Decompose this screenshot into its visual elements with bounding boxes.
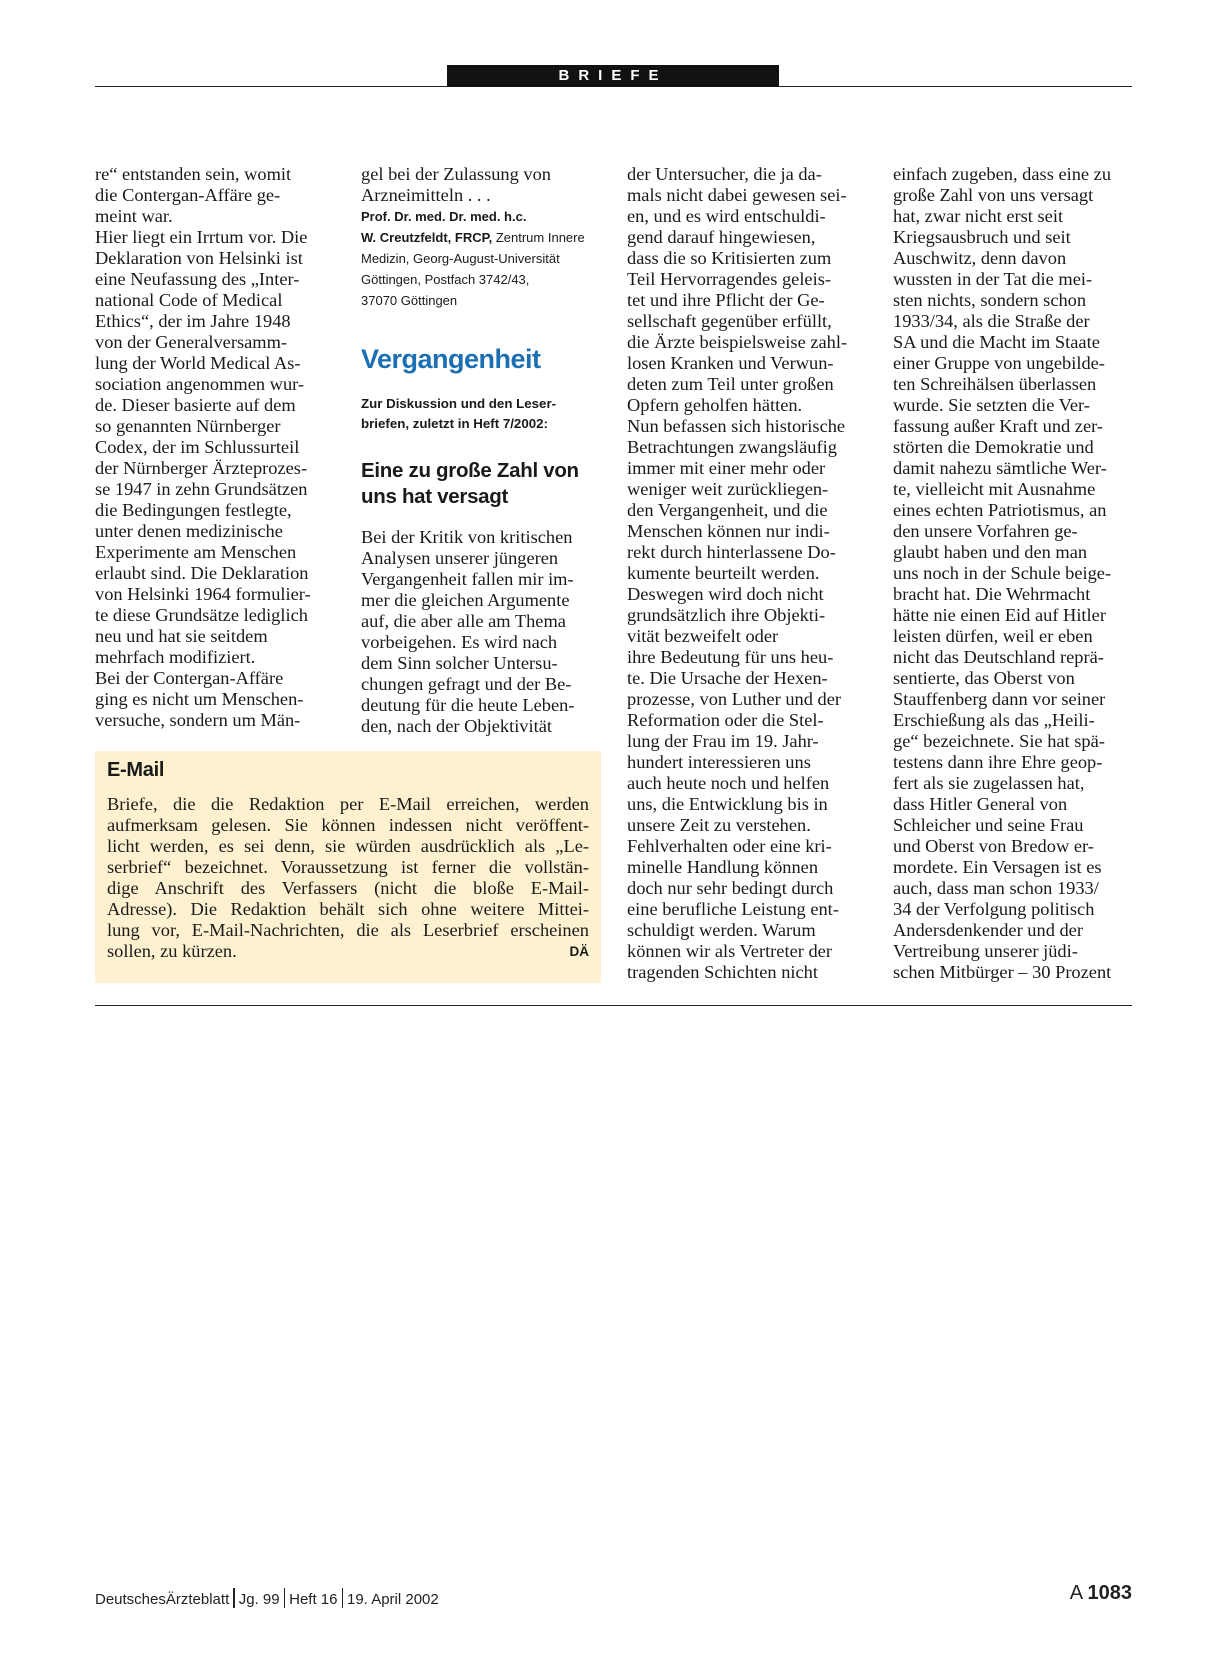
column-3 [627,164,872,983]
text-line: einfach zugeben, dass eine zu [893,164,1112,184]
text-line: glaubt haben und den man [893,542,1088,562]
text-line: Bei der Kritik von kritischen [361,527,573,547]
text-line: wurde. Sie setzten die Ver- [893,395,1090,415]
column-2 [361,164,606,737]
text-line: von Helsinki 1964 formulier- [95,584,311,604]
email-text-line: Briefe, die die Redaktion per E-Mail erreichen, werden [107,794,589,814]
text-line: dem Sinn solcher Untersu- [361,653,558,673]
text-line: Stauffenberg dann vor seiner [893,689,1106,709]
email-text-line: Adresse). Die Redaktion behält sich ohne weitere Mittei- [107,899,589,919]
text-line: Erschießung als das „Heili- [893,710,1095,730]
text-line: hätte nie einen Eid auf Hitler [893,605,1106,625]
text-line: uns noch in der Schule beige- [893,563,1112,583]
separator [342,1588,344,1608]
text-line: se 1947 in zehn Grundsätzen [95,479,308,499]
text-line: te. Die Ursache der Hexen- [627,668,828,688]
text-line: leisten dürfen, weil er eben [893,626,1093,646]
text-line: grundsätzlich ihre Objekti- [627,605,826,625]
text-line: Teil Hervorragendes geleis- [627,269,831,289]
letter-body [361,527,606,737]
text-line: hundert interessieren uns [627,752,811,772]
text-line: störten die Demokratie und [893,437,1094,457]
text-line: der Nürnberger Ärzteprozes- [95,458,308,478]
text-line: deutung für die heute Leben- [361,695,575,715]
text-line: Deklaration von Helsinki ist [95,248,303,268]
email-text-line: aufmerksam gelesen. Sie können indessen nicht veröffent- [107,815,589,835]
text-line: de. Dieser basierte auf dem [95,395,296,415]
signature-address: Göttingen, Postfach 3742/43, [361,272,530,287]
signature-postcode: 37070 Göttingen [361,293,458,308]
text-line: vität bezweifelt oder [627,626,779,646]
text-line: auch, dass man schon 1933/ [893,878,1099,898]
text-line: sten nichts, sondern schon [893,290,1087,310]
text-line: sentierte, das Oberst von [893,668,1075,688]
text-line: fert als sie zugelassen hat, [893,773,1085,793]
email-text-line: lung vor, E-Mail-Nachrichten, die als Leserbrief erscheinen [107,920,589,940]
text-line: Analysen unserer jüngeren [361,548,559,568]
journal-name: DeutschesÄrzteblatt [95,1591,230,1608]
text-line: mordete. Ein Versagen ist es [893,857,1102,877]
email-box-text [107,794,589,962]
text-line: prozesse, von Luther und der [627,689,841,709]
intro-line: Zur Diskussion und den Leser- [361,396,557,411]
text-line: Andersdenkender und der [893,920,1083,940]
text-line: Codex, der im Schlussurteil [95,437,300,457]
text-line: Experimente am Menschen [95,542,297,562]
text-line: eine Neufassung des „Inter- [95,269,300,289]
text-line: Ethics“, der im Jahre 1948 [95,311,291,331]
text-line: weniger weit zurückliegen- [627,479,829,499]
signature-affiliation: Medizin, Georg-August-Universität [361,251,560,266]
article-intro [361,394,606,434]
section-header: BRIEFE [447,65,779,87]
text-line: einer Gruppe von ungebilde- [893,353,1105,373]
email-text-line: sollen, zu kürzen. [107,941,237,961]
text-line: Menschen können nur indi- [627,521,830,541]
text-line: re“ entstanden sein, womit [95,164,292,184]
text-line: lung der World Medical As- [95,353,301,373]
text-line: en, und es wird entschuldi- [627,206,826,226]
text-line: ihre Bedeutung für uns heu- [627,647,834,667]
text-line: rekt durch hinterlassene Do- [627,542,836,562]
text-line: mals nicht dabei gewesen sei- [627,185,847,205]
text-line: chungen gefragt und der Be- [361,674,572,694]
text-line: neu und hat sie seitdem [95,626,268,646]
bottom-rule [95,1005,1132,1006]
text-line: hat, zwar nicht erst seit [893,206,1064,226]
text-line: können wir als Vertreter der [627,941,832,961]
text-line: unsere Zeit zu verstehen. [627,815,811,835]
text-line: Nun befassen sich historische [627,416,846,436]
separator [233,1588,235,1608]
column-4 [893,164,1138,983]
text-line: lung der Frau im 19. Jahr- [627,731,819,751]
text-line: gel bei der Zulassung von [361,164,551,184]
email-text-line: dige Anschrift des Verfassers (nicht die bloße E-Mail- [107,878,589,898]
text-line: Deswegen wird doch nicht [627,584,824,604]
text-line: doch nur sehr bedingt durch [627,878,834,898]
text-line: dass die so Kritisierten zum [627,248,832,268]
text-line: Auschwitz, denn davon [893,248,1067,268]
text-line: eine berufliche Leistung ent- [627,899,839,919]
text-line: Arzneimitteln . . . [361,185,491,205]
text-line: der Untersucher, die ja da- [627,164,822,184]
text-line: auch heute noch und helfen [627,773,830,793]
article-heading: Vergangenheit [361,344,541,374]
text-line: tragenden Schichten nicht [627,962,818,982]
text-line: erlaubt sind. Die Deklaration [95,563,309,583]
footer-citation [95,1588,439,1608]
text-line: schen Mitbürger – 30 Prozent [893,962,1112,982]
text-line: te diese Grundsätze lediglich [95,605,308,625]
text-line: Fehlverhalten oder eine kri- [627,836,832,856]
text-line: damit nahezu sämtliche Wer- [893,458,1107,478]
text-line: vorbeigehen. Es wird nach [361,632,558,652]
text-line: die Contergan-Affäre ge- [95,185,281,205]
text-line: kumente beurteilt werden. [627,563,820,583]
text-line: Vertreibung unserer jüdi- [893,941,1078,961]
page-number: A 1083 [1069,1582,1132,1604]
text-line: sellschaft gegenüber erfüllt, [627,311,832,331]
text-line: den, nach der Objektivität [361,716,552,736]
intro-line: briefen, zuletzt in Heft 7/2002: [361,416,548,431]
issue: Heft 16 [289,1591,338,1608]
text-line: die Bedingungen festlegte, [95,500,292,520]
text-line: mehrfach modifiziert. [95,647,256,667]
text-line: den Vergangenheit, und die [627,500,828,520]
headline-line: uns hat versagt [361,485,509,508]
text-line: so genannten Nürnberger [95,416,281,436]
text-line: Schleicher und seine Frau [893,815,1084,835]
text-line: 34 der Verfolgung politisch [893,899,1095,919]
text-line: uns, die Entwicklung bis in [627,794,828,814]
text-line: den unsere Vorfahren ge- [893,521,1078,541]
text-line: unter denen medizinische [95,521,283,541]
text-line: Bei der Contergan-Affäre [95,668,284,688]
text-line: meint war. [95,206,173,226]
text-line: große Zahl von uns versagt [893,185,1094,205]
text-line: ge“ bezeichnete. Sie hat spä- [893,731,1105,751]
text-line: auf, die aber alle am Thema [361,611,566,631]
text-line: tet und ihre Pflicht der Ge- [627,290,825,310]
signature-name-2: W. Creutzfeldt, FRCP, Zentrum Innere [361,230,585,245]
text-line: ging es nicht um Menschen- [95,689,304,709]
text-line: bracht hat. Die Wehrmacht [893,584,1091,604]
text-line: Hier liegt ein Irrtum vor. Die [95,227,308,247]
text-line: eines echten Patriotismus, an [893,500,1107,520]
text-line: national Code of Medical [95,290,283,310]
text-line: Kriegsausbruch und seit [893,227,1071,247]
text-line: fassung außer Kraft und zer- [893,416,1104,436]
volume: Jg. 99 [238,1591,280,1608]
text-line: und Oberst von Bredow er- [893,836,1094,856]
text-line: gend darauf hingewiesen, [627,227,816,247]
email-text-line: licht werden, es sei denn, sie würden ausdrücklich als „Le- [107,836,589,856]
text-line: Betrachtungen zwangsläufig [627,437,837,457]
text-line: die Ärzte beispielsweise zahl- [627,332,848,352]
text-line: dass Hitler General von [893,794,1068,814]
text-line: von der Generalversamm- [95,332,287,352]
text-line: ten Schreihälsen überlassen [893,374,1097,394]
text-line: losen Kranken und Verwun- [627,353,834,373]
text-line: wussten in der Tat die mei- [893,269,1093,289]
text-line: minelle Handlung können [627,857,819,877]
issue-date: 19. April 2002 [347,1591,439,1608]
email-box-signature: DÄ [569,944,589,959]
text-line: Reformation oder die Stel- [627,710,824,730]
text-line: immer mit einer mehr oder [627,458,826,478]
text-line: versuche, sondern um Män- [95,710,301,730]
email-text-line: serbrief“ bezeichnet. Voraussetzung ist ferner die vollstän- [107,857,589,877]
text-line: SA und die Macht im Staate [893,332,1100,352]
headline-line: Eine zu große Zahl von [361,459,579,482]
column-1 [95,164,340,731]
text-line: te, vielleicht mit Ausnahme [893,479,1096,499]
text-line: testens dann ihre Ehre geop- [893,752,1103,772]
text-line: mer die gleichen Argumente [361,590,570,610]
text-line: schuldigt werden. Warum [627,920,816,940]
text-line: 1933/34, als die Straße der [893,311,1090,331]
signature-name-1: Prof. Dr. med. Dr. med. h.c. [361,209,527,224]
separator [284,1588,286,1608]
letter-headline [361,458,606,510]
text-line: nicht das Deutschland reprä- [893,647,1104,667]
email-box-title: E-Mail [107,759,165,781]
email-notice-box [95,751,601,983]
text-line: sociation angenommen wur- [95,374,305,394]
text-line: Opfern geholfen hätten. [627,395,803,415]
text-line: Vergangenheit fallen mir im- [361,569,574,589]
text-line: deten zum Teil unter großen [627,374,834,394]
